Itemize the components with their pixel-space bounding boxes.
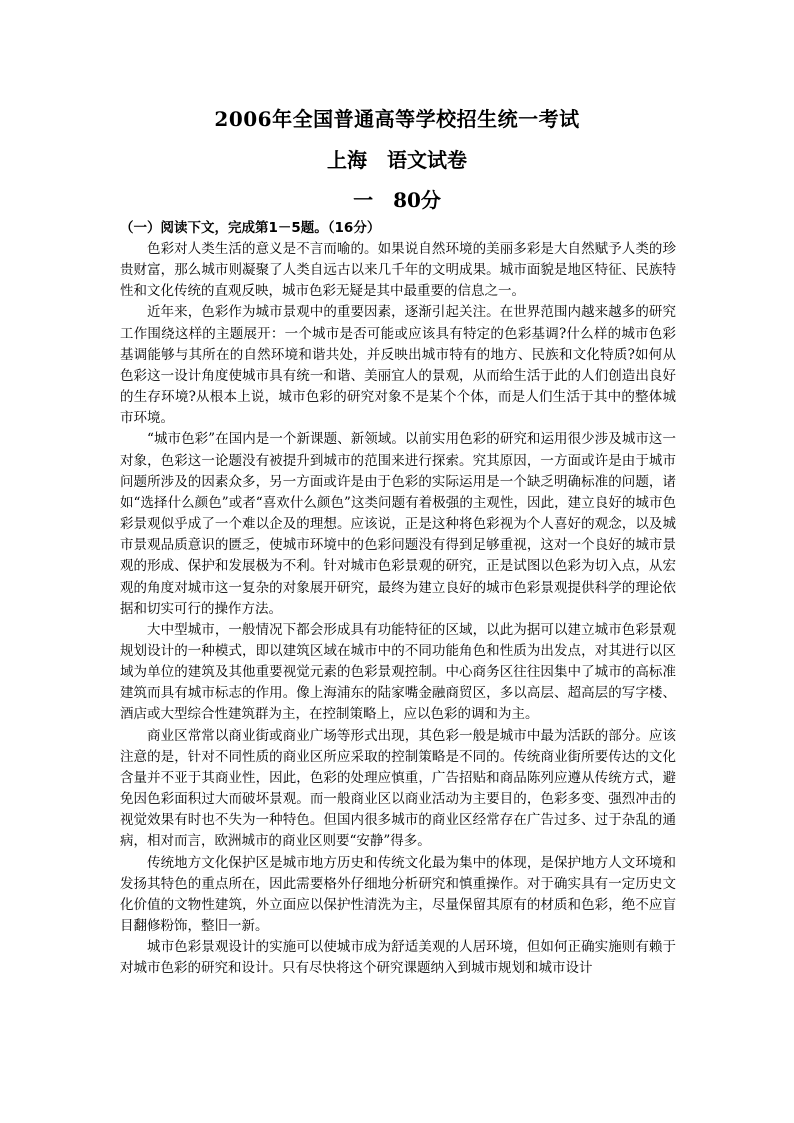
exam-title: 2006年全国普通高等学校招生统一考试 <box>214 107 580 131</box>
part-heading: 一 80分 <box>353 188 441 212</box>
paragraph: 近年来，色彩作为城市景观中的重要因素，逐渐引起关注。在世界范围内越来越多的研究工作围绕这样的主题展开：一个城市是否可能或应该具有特定的色彩基调?什么样的城市色彩基调能够与其所在的自然环境和谐共处，并反映出城市特有的地方、民族和文化特质?如何从色彩这一设计角度使城市具有统一和谐、美丽宜人的景观，从而给生活于此的人们创造出良好的生存环境?从根本上说，城市色彩的研究对象不是某个个体，而是人们生活于其中的整体城市环境。 <box>120 304 676 427</box>
exam-subtitle: 上海 语文试卷 <box>327 148 467 172</box>
paragraph: 城市色彩景观设计的实施可以使城市成为舒适美观的人居环境，但如何正确实施则有赖于对城市色彩的研究和设计。只有尽快将这个研究课题纳入到城市规划和城市设计 <box>120 939 676 977</box>
paragraph: 传统地方文化保护区是城市地方历史和传统文化最为集中的体现，是保护地方人文环境和发扬其特色的重点所在，因此需要格外仔细地分析研究和慎重操作。对于确实具有一定历史文化价值的文物性建筑，外立面应以保护性清洗为主，尽量保留其原有的材质和色彩，绝不应盲目翻修粉饰，整旧一新。 <box>120 854 676 934</box>
section-heading: （一）阅读下文，完成第1－5题。（16分） <box>120 220 381 236</box>
paragraph: “城市色彩”在国内是一个新课题、新领域。以前实用色彩的研究和运用很少涉及城市这一对象，色彩这一论题没有被提升到城市的范围来进行探索。究其原因，一方面或许是由于城市问题所涉及的因素众多，另一方面或许是由于色彩的实际运用是一个缺乏明确标准的问题，诸如“选择什么颜色”或者“喜欢什么颜色”这类问题有着极强的主观性，因此，建立良好的城市色彩景观似乎成了一个难以企及的理想。应该说，正是这种将色彩视为个人喜好的观念，以及城市景观品质意识的匮乏，使城市环境中的色彩问题没有得到足够重视，这对一个良好的城市景观的形成、保护和发展极为不利。针对城市色彩景观的研究，正是试图以色彩为切入点，从宏观的角度对城市这一复杂的对象展开研究，最终为建立良好的城市色彩景观提供科学的理论依据和切实可行的操作方法。 <box>120 431 676 617</box>
paragraph: 商业区常常以商业街或商业广场等形式出现，其色彩一般是城市中最为活跃的部分。应该注意的是，针对不同性质的商业区所应采取的控制策略是不同的。传统商业街所要传达的文化含量并不亚于其商业性，因此，色彩的处理应慎重，广告招贴和商品陈列应遵从传统方式，避免因色彩面积过大而破坏景观。而一般商业区以商业活动为主要目的，色彩多变、强烈冲击的视觉效果有时也不失为一种特色。但国内很多城市的商业区经常存在广告过多、过于杂乱的通病，相对而言，欧洲城市的商业区则要“安静”得多。 <box>120 727 676 850</box>
paragraph: 大中型城市，一般情况下都会形成具有功能特征的区域，以此为据可以建立城市色彩景观规划设计的一种模式，即以建筑区域在城市中的不同功能角色和性质为出发点，对其进行以区域为单位的建筑及其他重要视觉元素的色彩景观控制。中心商务区往往因集中了城市的高标准建筑而具有城市标志的作用。像上海浦东的陆家嘴金融商贸区，多以高层、超高层的写字楼、酒店或大型综合性建筑群为主，在控制策略上，应以色彩的调和为主。 <box>120 621 676 723</box>
reading-passage <box>120 239 676 979</box>
paragraph: 色彩对人类生活的意义是不言而喻的。如果说自然环境的美丽多彩是大自然赋予人类的珍贵财富，那么城市则凝聚了人类自远古以来几千年的文明成果。城市面貌是地区特征、民族特性和文化传统的直观反映，城市色彩无疑是其中最重要的信息之一。 <box>120 241 676 300</box>
